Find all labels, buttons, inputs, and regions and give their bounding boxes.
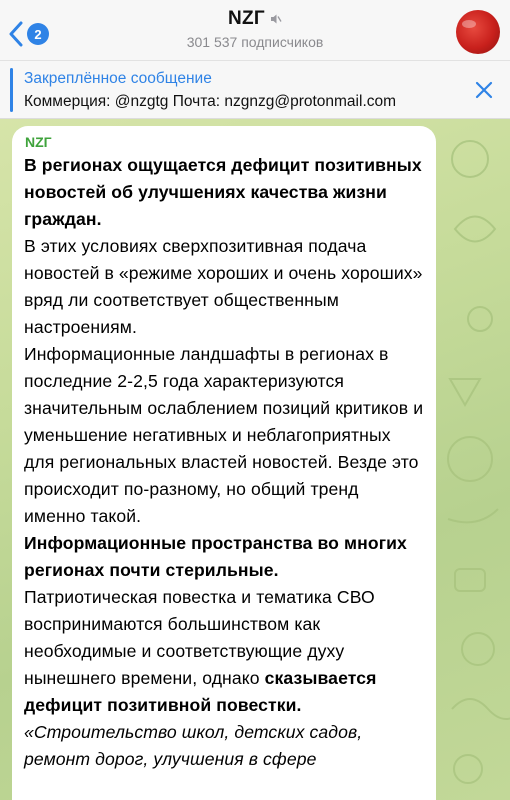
channel-title: NZГ bbox=[228, 8, 265, 29]
message-paragraph-5-quote: «Строительство школ, детских садов, ремонт дорог, улучшения в сфере bbox=[24, 722, 363, 769]
message-paragraph-1: В регионах ощущается дефицит позитивных новостей об улучшениях качества жизни граждан. bbox=[24, 155, 422, 229]
message-paragraph-2: В этих условиях сверхпозитивная подача новостей в «режиме хороших и очень хороших» вряд ли соответствует общественным настроениям. bbox=[24, 236, 423, 337]
message-text bbox=[24, 152, 424, 773]
message-paragraph-5 bbox=[24, 584, 424, 773]
pinned-indicator-bar bbox=[10, 68, 13, 112]
message-bubble[interactable] bbox=[12, 126, 436, 800]
close-icon[interactable] bbox=[474, 80, 494, 100]
message-sender: NZГ bbox=[25, 134, 52, 150]
message-paragraph-4: Информационные пространства во многих регионах почти стерильные. bbox=[24, 533, 407, 580]
subscriber-count: 301 537 подписчиков bbox=[186, 34, 324, 50]
message-paragraph-5-bold: сказывается дефицит позитивной повестки. bbox=[24, 668, 377, 715]
message-paragraph-3: Информационные ландшафты в регионах в последние 2-2,5 года характеризуются значительным ослаблением позиций критиков и уменьшение негативных и неблагоприятных для региональных властей новостей. Везде это происходит по-разному, но общий тренд именно такой. bbox=[24, 344, 424, 526]
pinned-title: Закреплённое сообщение bbox=[24, 70, 212, 87]
mute-icon bbox=[270, 13, 282, 25]
channel-avatar[interactable] bbox=[456, 10, 500, 54]
pinned-text: Коммерция: @nzgtg Почта: nzgnzg@protonmail.com bbox=[24, 93, 397, 110]
chat-header bbox=[0, 0, 510, 60]
channel-title-block[interactable] bbox=[0, 8, 510, 50]
unread-count-badge: 2 bbox=[27, 23, 49, 45]
pinned-message-banner[interactable] bbox=[0, 60, 510, 119]
message-paragraph-5-text: Патриотическая повестка и тематика СВО воспринимаются большинством как необходимые и соответствующие духу нынешнего времени, однако bbox=[24, 587, 375, 688]
